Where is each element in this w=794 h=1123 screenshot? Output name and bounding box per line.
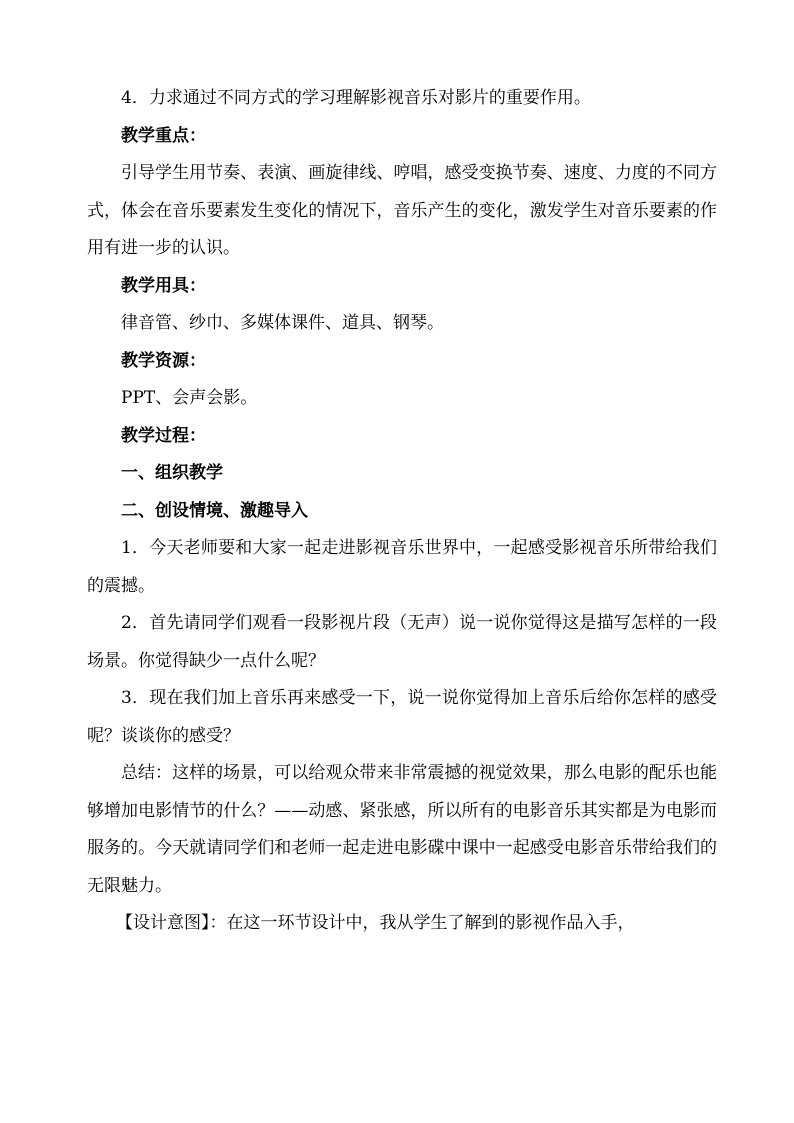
heading-teaching-focus: 教学重点：	[121, 125, 206, 146]
step-2: 2．首先请同学们观看一段影视片段（无声）说一说你觉得这是描写怎样的一段场景。你觉得缺少一点什么呢？	[87, 613, 717, 671]
teaching-tools-text: 律音管、纱巾、多媒体课件、道具、钢琴。	[121, 313, 444, 333]
teaching-resources-text: PPT、会声会影。	[121, 388, 258, 408]
heading-teaching-tools: 教学用具：	[121, 275, 206, 296]
heading-teaching-process: 教学过程：	[121, 425, 206, 446]
summary-paragraph: 总结：这样的场景，可以给观众带来非常震撼的视觉效果，那么电影的配乐也能够增加电影情节的什么？——动感、紧张感，所以所有的电影音乐其实都是为电影而服务的。今天就请同学们和老师一起走进电影碟中课中一起感受电影音乐带给我们的无限魅力。	[87, 763, 717, 896]
objective-4: 4．力求通过不同方式的学习理解影视音乐对影片的重要作用。	[121, 88, 591, 108]
section-organize-teaching: 一、组织教学	[121, 463, 223, 483]
section-create-situation: 二、创设情境、激趣导入	[121, 500, 308, 521]
heading-teaching-resources: 教学资源：	[121, 350, 206, 371]
step-3: 3．现在我们加上音乐再来感受一下，说一说你觉得加上音乐后给你怎样的感受呢？谈谈你的感受？	[87, 688, 717, 746]
design-intent-paragraph: 【设计意图】：在这一环节设计中，我从学生了解到的影视作品入手，	[116, 913, 635, 933]
step-1: 1．今天老师要和大家一起走进影视音乐世界中，一起感受影视音乐所带给我们的震撼。	[87, 538, 717, 596]
document-body	[87, 80, 717, 943]
teaching-focus-text: 引导学生用节奏、表演、画旋律线、哼唱，感受变换节奏、速度、力度的不同方式，体会在音乐要素发生变化的情况下，音乐产生的变化，激发学生对音乐要素的作用有进一步的认识。	[87, 163, 717, 258]
